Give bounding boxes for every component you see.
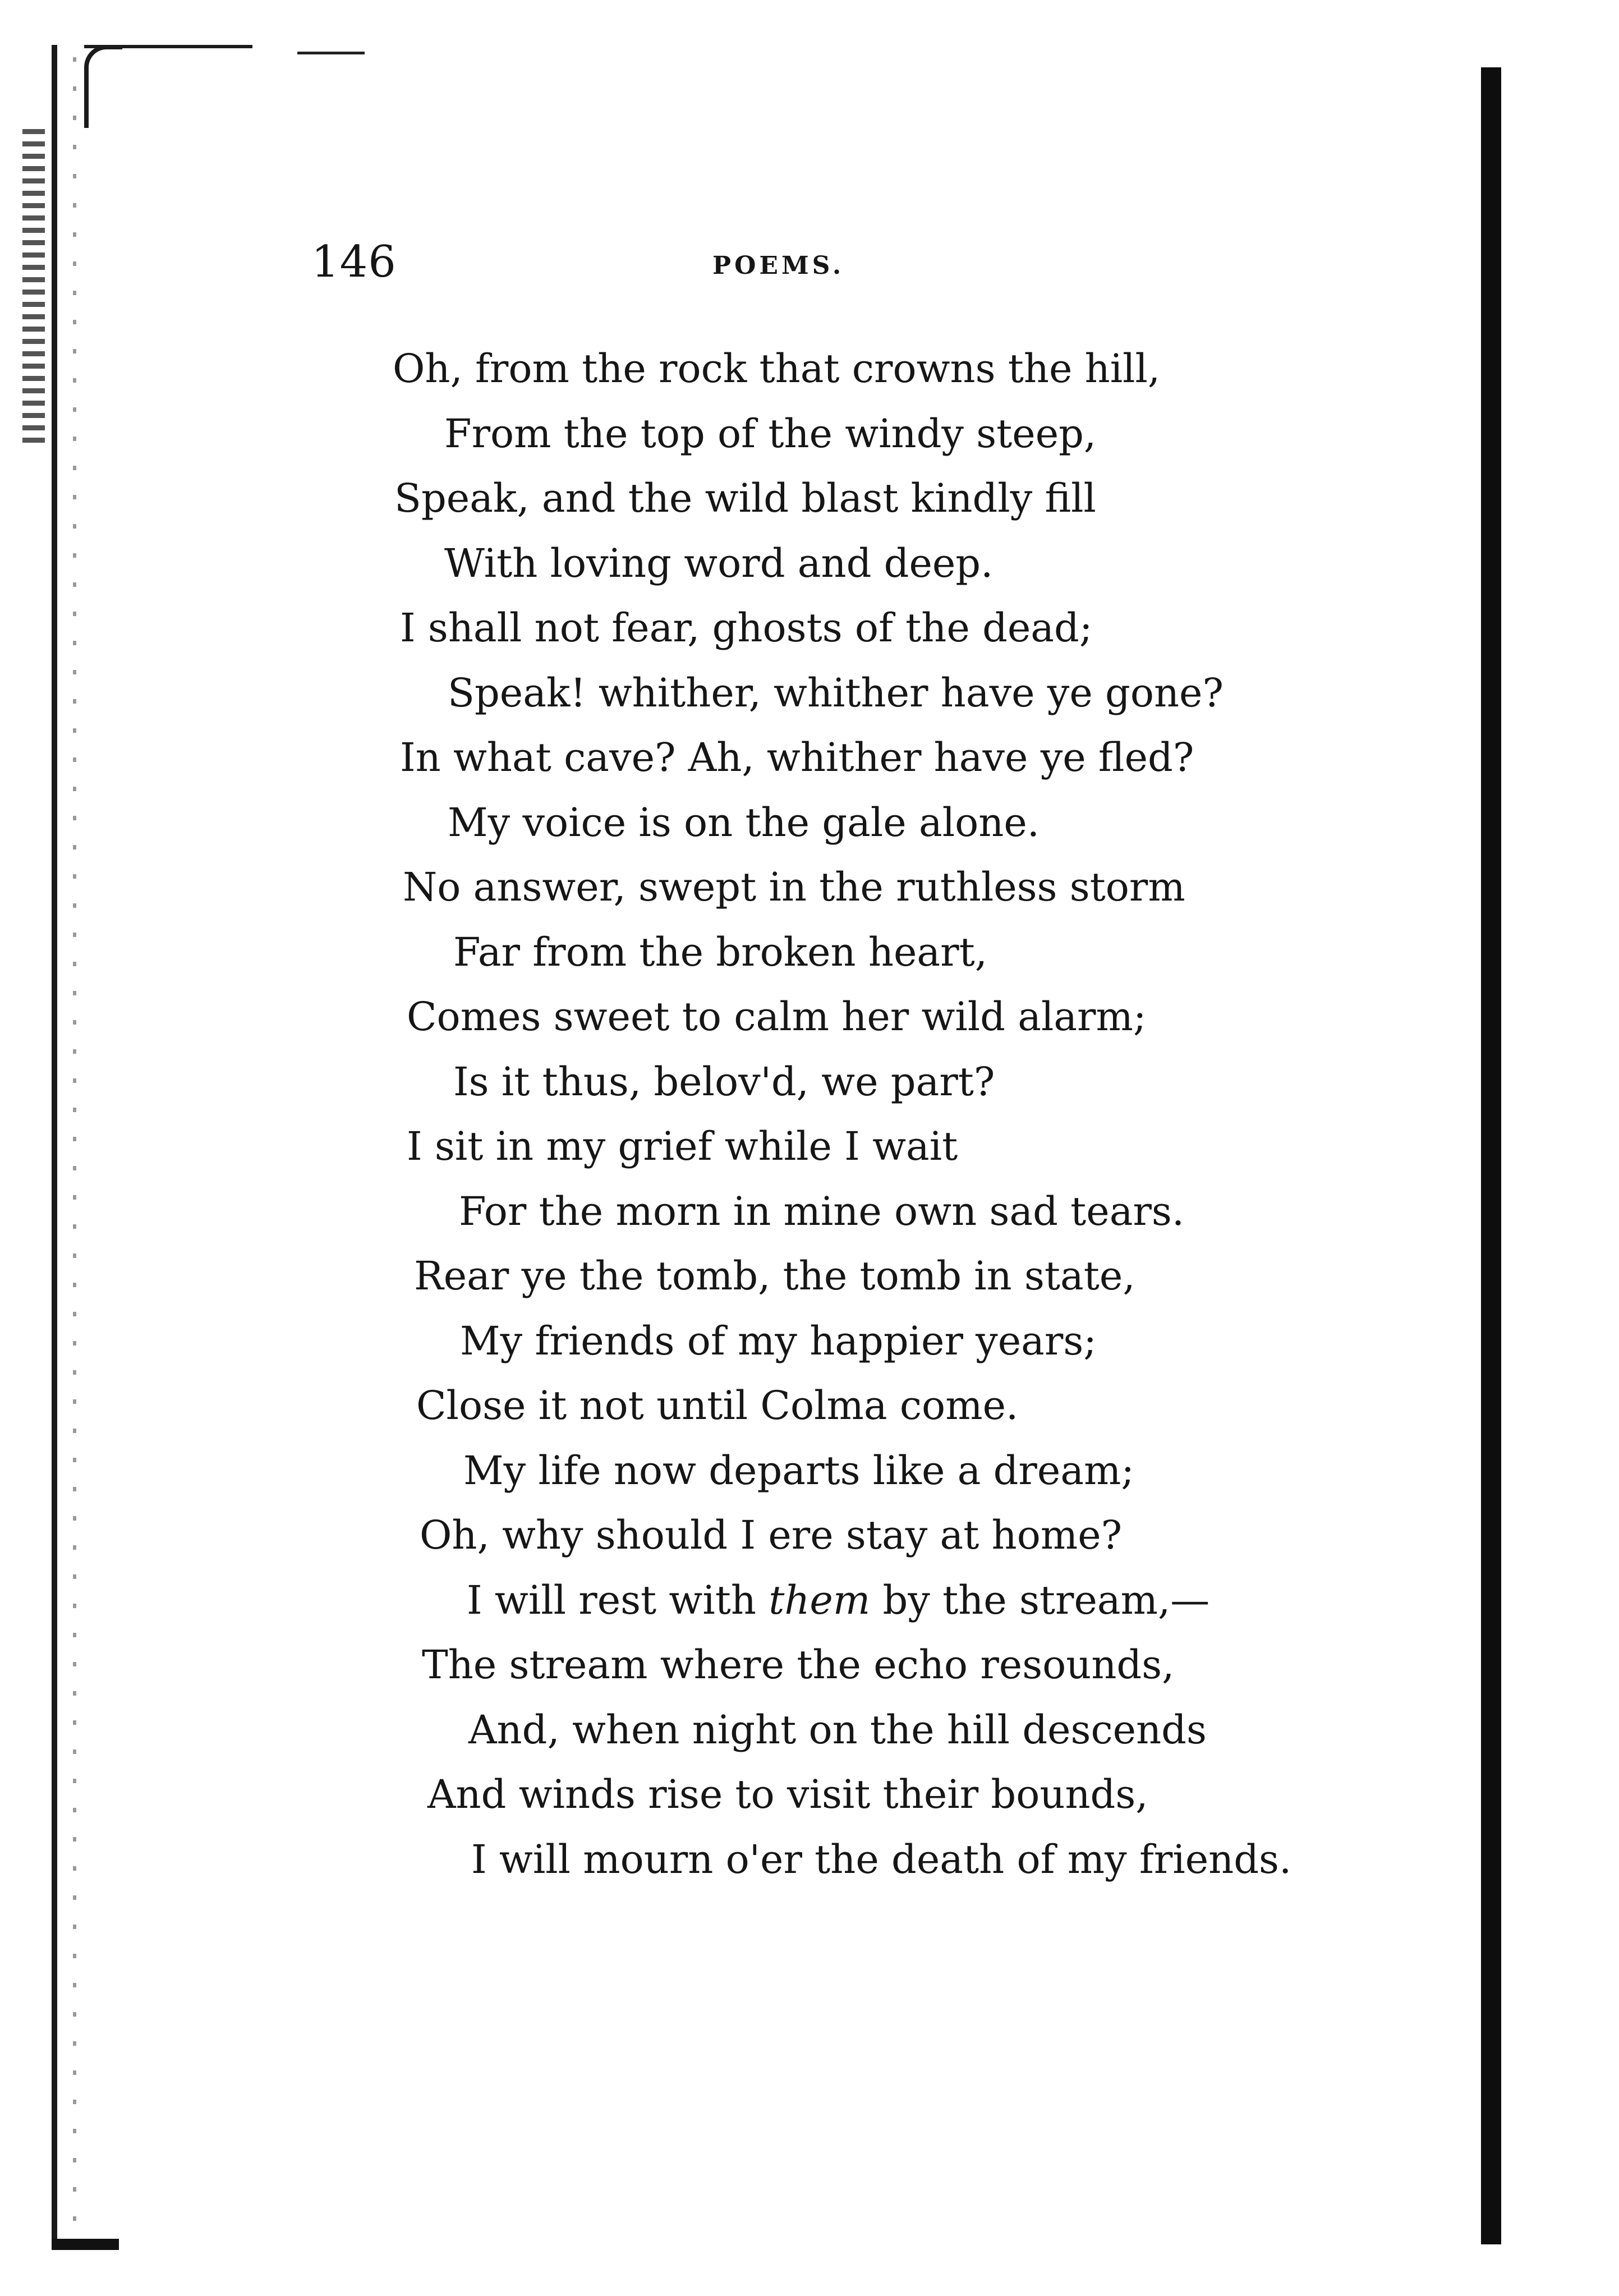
poem-line: And winds rise to visit their bounds, [427, 1771, 1148, 1817]
top-edge-mark [297, 52, 365, 54]
poem-line [393, 1568, 1459, 1633]
poem-line: No answer, swept in the ruthless storm [403, 864, 1185, 910]
poem-line-text: I will rest with [467, 1577, 769, 1623]
poem-line: Oh, why should I ere stay at home? [420, 1512, 1123, 1558]
binding-stitching [22, 129, 45, 443]
top-edge-rule [84, 45, 252, 48]
emphasis-text: them [769, 1577, 871, 1623]
binding-foot [52, 2239, 119, 2250]
poem-line: My voice is on the gale alone. [448, 799, 1040, 846]
poem-line: Is it thus, belov'd, we part? [453, 1058, 995, 1105]
poem-line: With loving word and deep. [444, 540, 994, 586]
page-number: 146 [311, 237, 397, 287]
poem-line: Close it not until Colma come. [416, 1383, 1019, 1429]
page-edge-shadow [1481, 67, 1501, 2244]
poem-line: Comes sweet to calm her wild alarm; [407, 994, 1147, 1040]
poem-line: I will mourn o'er the death of my friends. [471, 1836, 1292, 1882]
poem-line: I sit in my grief while I wait [407, 1123, 958, 1169]
poem-line: My friends of my happier years; [460, 1317, 1097, 1364]
poem-line: I shall not fear, ghosts of the dead; [400, 605, 1093, 651]
poem-body [393, 337, 1459, 1892]
poem-line: Speak! whither, whither have ye gone? [448, 669, 1224, 716]
poem-line: In what cave? Ah, whither have ye fled? [400, 734, 1194, 780]
poem-line: Oh, from the rock that crowns the hill, [393, 346, 1161, 392]
binding-edge [52, 45, 90, 2244]
poem-line: My life now departs like a dream; [463, 1447, 1135, 1494]
poem-line: Speak, and the wild blast kindly fill [394, 475, 1096, 521]
page-corner-curl [84, 45, 122, 128]
running-title: POEMS. [712, 251, 845, 280]
poem-line: The stream where the echo resounds, [422, 1642, 1175, 1688]
poem-line: Far from the broken heart, [453, 929, 987, 975]
poem-line-text: by the stream,— [870, 1577, 1210, 1623]
poem-line: From the top of the windy steep, [444, 410, 1097, 457]
poem-line: Rear ye the tomb, the tomb in state, [414, 1253, 1135, 1299]
poem-line: And, when night on the hill descends [468, 1706, 1207, 1753]
poem-line: For the morn in mine own sad tears. [459, 1188, 1185, 1234]
